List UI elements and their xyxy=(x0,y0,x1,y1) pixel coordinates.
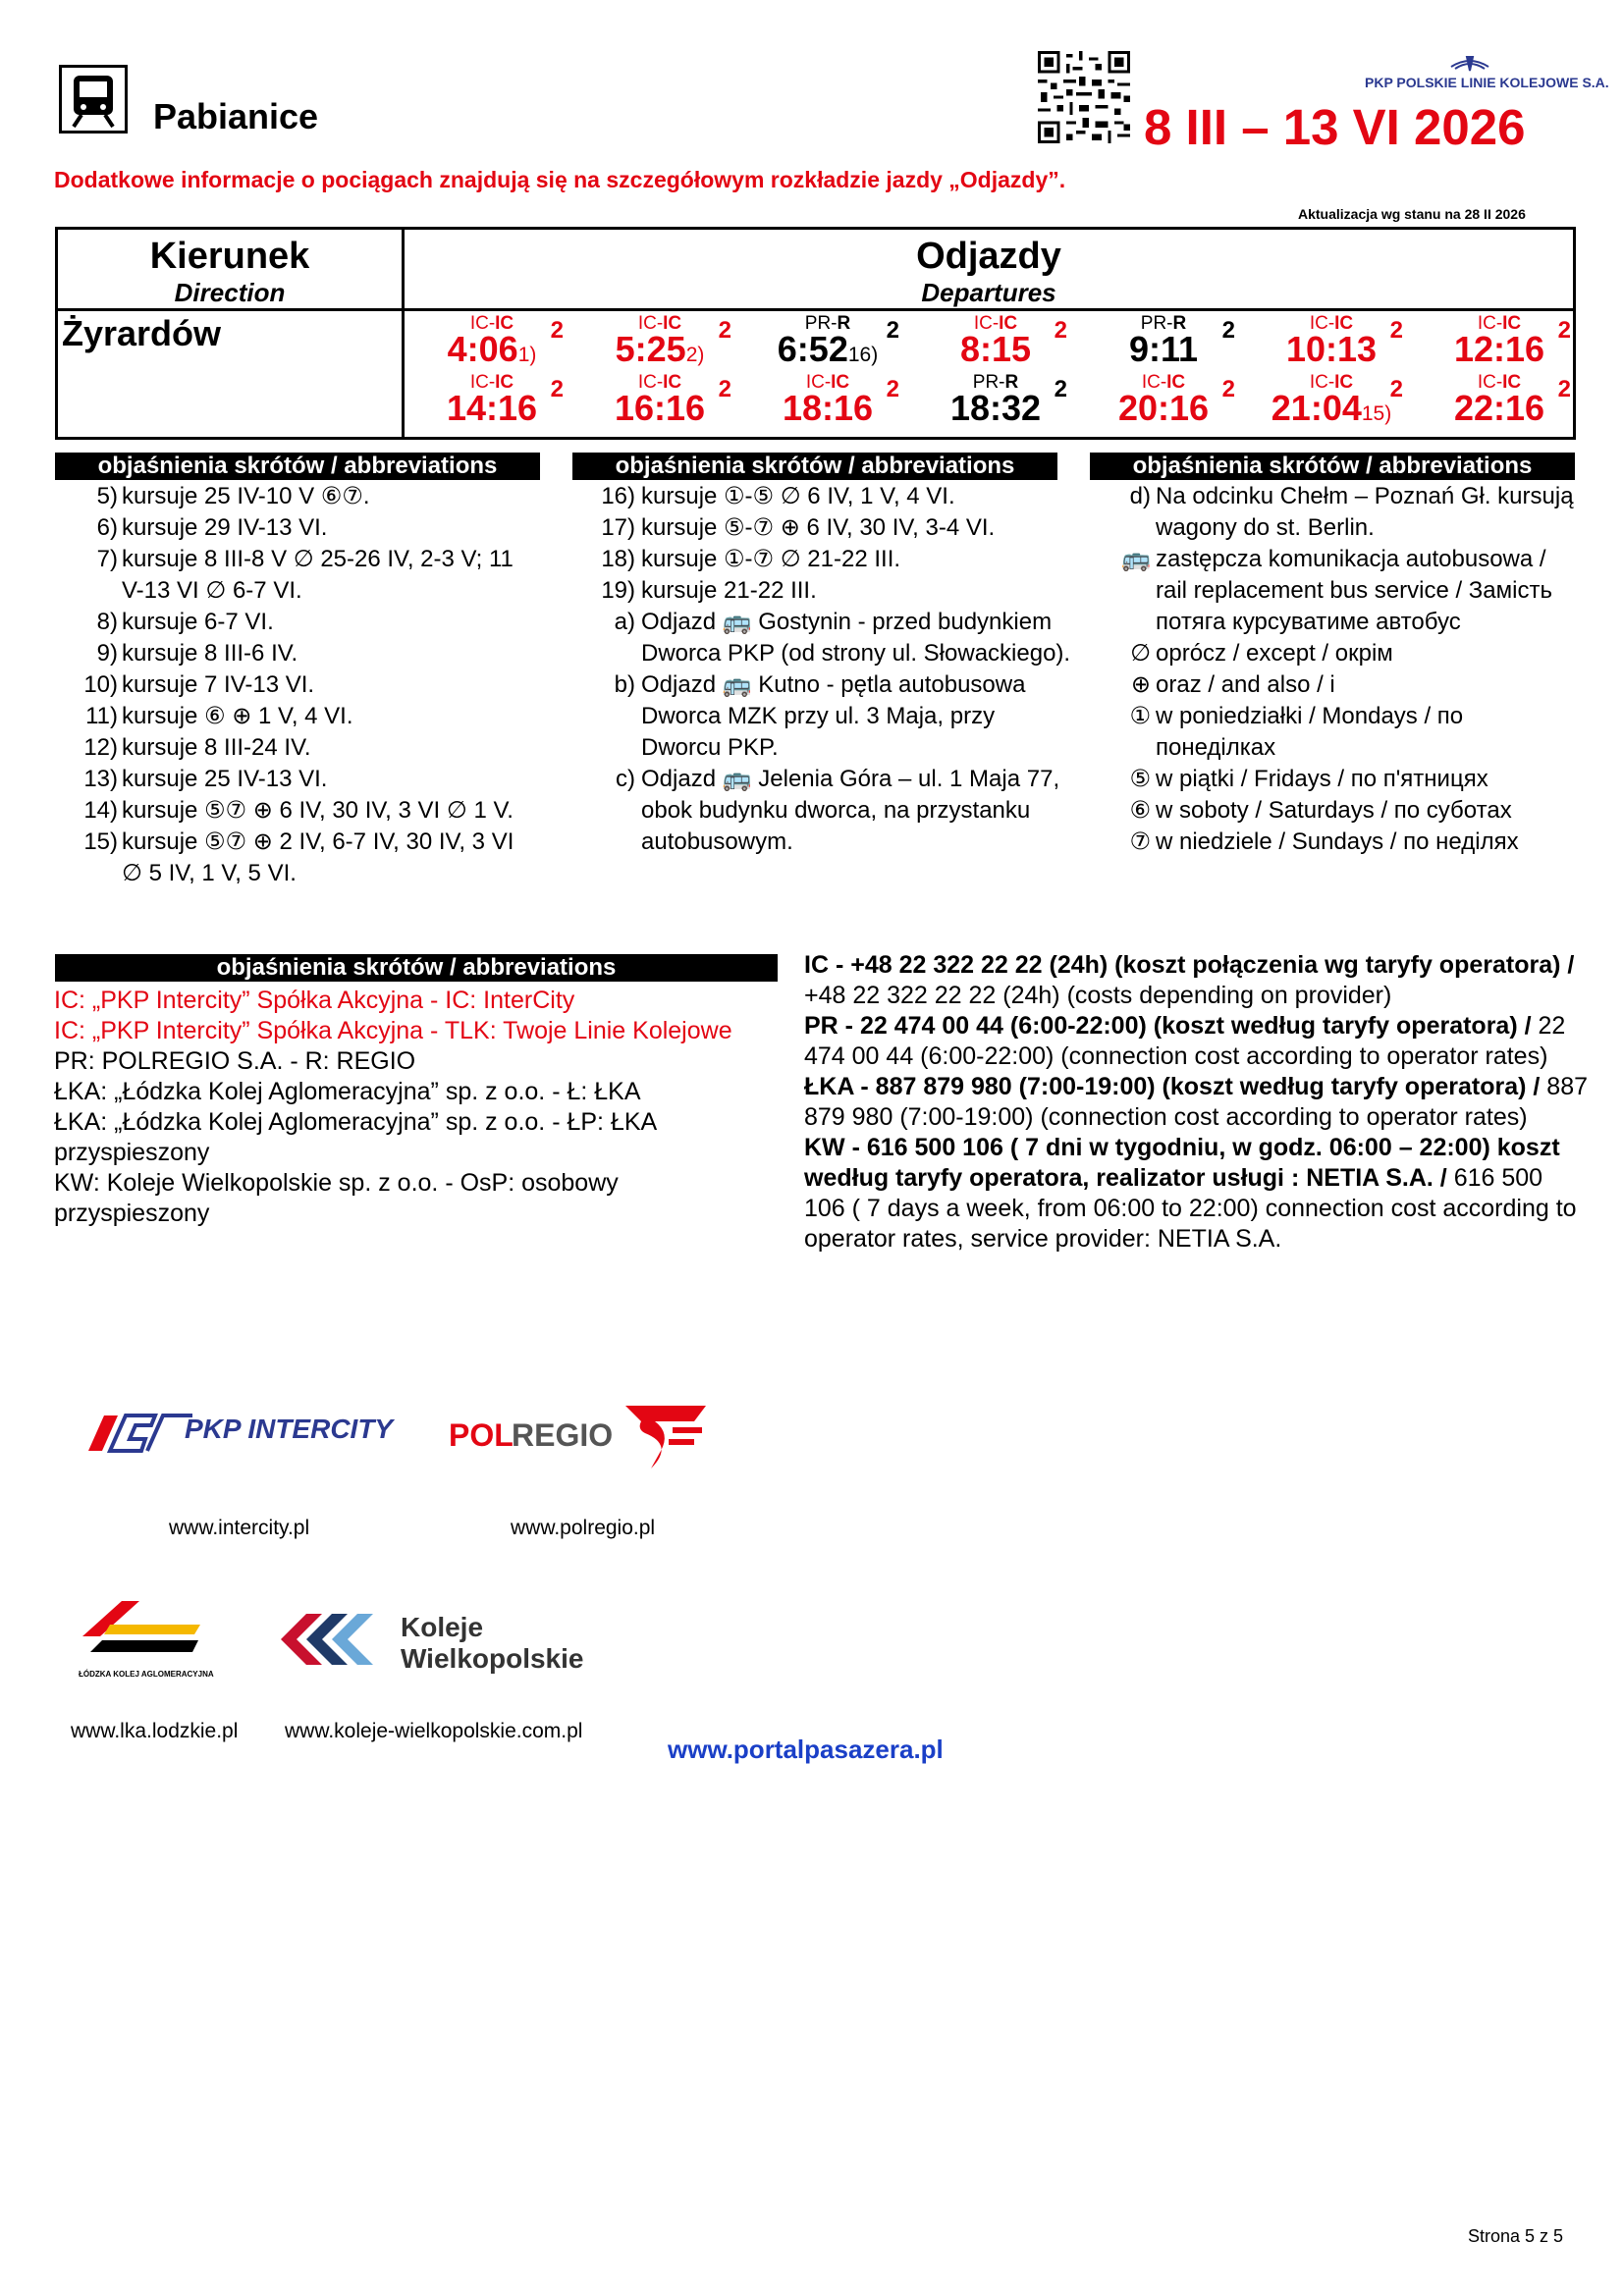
contact-secondary: 616 500 106 ( 7 days a week, from 06:00 to 22:00) connection cost according to operator rates, service provider: NETIA S.A. xyxy=(804,1164,1577,1253)
operator-category: IC xyxy=(1334,372,1354,393)
note-item xyxy=(55,544,540,607)
kw-logo xyxy=(279,1610,613,1679)
polregio-logo xyxy=(447,1394,722,1472)
operator-item: PR: POLREGIO S.A. - R: REGIO xyxy=(54,1047,416,1075)
note-key: 16) xyxy=(601,483,635,509)
time-value: 12:16 xyxy=(1453,329,1545,369)
abbr-header-3: objaśnienia skrótów / abbreviations xyxy=(1090,453,1575,480)
note-key: 13) xyxy=(83,766,118,792)
note-text: kursuje 8 III-6 IV. xyxy=(122,640,298,667)
abbr-header-1: objaśnienia skrótów / abbreviations xyxy=(55,453,540,480)
operator-prefix: IC- xyxy=(1477,313,1503,334)
time-value: 14:16 xyxy=(446,388,538,428)
note-item xyxy=(572,512,1073,544)
time-value: 22:16 xyxy=(1453,388,1545,428)
note-item xyxy=(55,701,540,732)
validity-period: 8 III – 13 VI 2026 xyxy=(1144,99,1526,155)
note-text: kursuje ⑤⑦ ⊕ 6 IV, 30 IV, 3 VI ∅ 1 V. xyxy=(122,797,514,824)
lka-logo-caption: ŁÓDZKA KOLEJ AGLOMERACYJNA xyxy=(79,1670,214,1679)
note-text: kursuje 25 IV-10 V ⑥⑦. xyxy=(122,483,370,509)
note-text: kursuje ⑥ ⊕ 1 V, 4 VI. xyxy=(122,703,353,729)
note-key: ⑤ xyxy=(1129,766,1151,792)
note-key: 🚌 xyxy=(1121,546,1151,572)
note-text: oprócz / except / окрім xyxy=(1156,640,1393,667)
operator-category: R xyxy=(1172,313,1187,334)
destination: Żyrardów xyxy=(57,310,404,439)
time-value: 18:32 xyxy=(949,388,1042,428)
contact-secondary: 22 474 00 44 (6:00-22:00) (connection cost according to operator rates) xyxy=(804,1012,1566,1070)
polregio-url[interactable]: www.polregio.pl xyxy=(511,1517,656,1539)
time-value: 8:15 xyxy=(959,329,1032,369)
note-key: 6) xyxy=(96,514,118,541)
notes-column-2 xyxy=(572,481,1073,858)
note-item xyxy=(1090,827,1581,858)
note-text: zastępcza komunikacja autobusowa / rail replacement bus service / Замість потяга курсуватиме автобус xyxy=(1156,546,1552,635)
departures-table xyxy=(55,227,1576,440)
note-text: kursuje ①-⑦ ∅ 21-22 III. xyxy=(641,546,901,572)
note-key: 10) xyxy=(83,671,118,698)
operator-prefix: IC- xyxy=(469,372,496,393)
time-value: 20:16 xyxy=(1117,388,1210,428)
note-item xyxy=(572,764,1073,858)
operator-category: IC xyxy=(1502,372,1522,393)
note-text: Na odcinku Chełm – Poznań Gł. kursują wagony do st. Berlin. xyxy=(1156,483,1574,541)
time-value: 10:13 xyxy=(1285,329,1378,369)
operator-category: R xyxy=(1004,372,1019,393)
contact-primary: ŁKA - 887 879 980 (7:00-19:00) (koszt według taryfy operatora) / xyxy=(804,1073,1541,1100)
operator-item: KW: Koleje Wielkopolskie sp. z o.o. - OsP: osobowy przyspieszony xyxy=(54,1169,619,1227)
note-key: 18) xyxy=(601,546,635,572)
operator-prefix: IC- xyxy=(973,313,1000,334)
operator-list xyxy=(54,986,781,1229)
note-key: ⑦ xyxy=(1129,828,1151,855)
train-icon xyxy=(59,65,128,133)
direction-subtitle: Direction xyxy=(174,278,286,307)
note-key: b) xyxy=(614,671,635,698)
operator-item: ŁKA: „Łódzka Kolej Aglomeracyjna” sp. z o.o. - ŁP: ŁKA przyspieszony xyxy=(54,1108,656,1166)
operator-prefix: IC- xyxy=(469,313,496,334)
lka-logo xyxy=(73,1595,230,1683)
note-text: w poniedziałki / Mondays / по понеділках xyxy=(1156,703,1464,761)
note-text: kursuje 7 IV-13 VI. xyxy=(122,671,315,698)
note-text: Odjazd 🚌 Gostynin - przed budynkiem Dworca PKP (od strony ul. Słowackiego). xyxy=(641,609,1071,667)
footnote-ref: 15) xyxy=(1361,402,1392,425)
operator-prefix: PR- xyxy=(972,372,1005,393)
note-item xyxy=(55,732,540,764)
operator-prefix: IC- xyxy=(1309,313,1335,334)
note-item xyxy=(55,764,540,795)
operator-category: IC xyxy=(663,372,682,393)
note-key: 15) xyxy=(83,828,118,855)
kw-url[interactable]: www.koleje-wielkopolskie.com.pl xyxy=(285,1720,583,1742)
contact-secondary: +48 22 322 22 22 (24h) (costs depending on provider) xyxy=(804,982,1392,1009)
intercity-url[interactable]: www.intercity.pl xyxy=(169,1517,310,1539)
note-text: oraz / and also / і xyxy=(1156,671,1335,698)
operator-prefix: IC- xyxy=(637,313,664,334)
note-text: kursuje ⑤-⑦ ⊕ 6 IV, 30 IV, 3-4 VI. xyxy=(641,514,996,541)
class-number: 2 xyxy=(886,317,899,344)
operator-category: IC xyxy=(1334,313,1354,334)
class-number: 2 xyxy=(1221,317,1235,344)
note-item xyxy=(55,638,540,669)
carrier-name: PKP POLSKIE LINIE KOLEJOWE S.A. xyxy=(1365,75,1609,90)
note-text: Odjazd 🚌 Kutno - pętla autobusowa Dworca MZK przy ul. 3 Maja, przy Dworcu PKP. xyxy=(641,671,1026,761)
note-text: kursuje 29 IV-13 VI. xyxy=(122,514,328,541)
note-key: ⊕ xyxy=(1130,671,1151,698)
note-item xyxy=(572,481,1073,512)
note-text: kursuje 25 IV-13 VI. xyxy=(122,766,328,792)
note-key: ⑥ xyxy=(1129,797,1151,824)
operator-category: IC xyxy=(831,372,850,393)
footnote-ref: 2) xyxy=(685,344,705,366)
direction-header xyxy=(57,229,404,310)
note-item xyxy=(55,795,540,827)
contact-primary: IC - +48 22 322 22 22 (24h) (koszt połączenia wg taryfy operatora) / xyxy=(804,951,1575,979)
note-text: kursuje ①-⑤ ∅ 6 IV, 1 V, 4 VI. xyxy=(641,483,955,509)
note-key: ① xyxy=(1129,703,1151,729)
note-key: 17) xyxy=(601,514,635,541)
lka-url[interactable]: www.lka.lodzkie.pl xyxy=(71,1720,239,1742)
note-item xyxy=(1090,638,1581,669)
operator-item: IC: „PKP Intercity” Spółka Akcyjna - IC: InterCity xyxy=(54,987,575,1014)
direction-title: Kierunek xyxy=(149,236,310,277)
time-value: 21:04 xyxy=(1271,388,1362,428)
note-item xyxy=(572,575,1073,607)
note-key: 14) xyxy=(83,797,118,824)
class-number: 2 xyxy=(550,317,564,344)
abbr-header-operators: objaśnienia skrótów / abbreviations xyxy=(55,954,778,982)
note-item xyxy=(55,481,540,512)
operator-prefix: IC- xyxy=(637,372,664,393)
time-value: 6:52 xyxy=(777,329,848,369)
operator-category: IC xyxy=(999,313,1018,334)
class-number: 2 xyxy=(886,376,899,402)
operator-category: IC xyxy=(495,372,514,393)
operator-prefix: IC- xyxy=(1141,372,1167,393)
operator-prefix: IC- xyxy=(1309,372,1335,393)
departures-header xyxy=(404,229,1575,310)
class-number: 2 xyxy=(1557,317,1571,344)
note-item xyxy=(1090,701,1581,764)
note-key: ∅ xyxy=(1130,640,1151,667)
polregio-logo-regio: REGIO xyxy=(512,1417,614,1453)
note-key: a) xyxy=(614,609,635,635)
contact-item xyxy=(804,1011,1590,1072)
note-text: kursuje 8 III-24 IV. xyxy=(122,734,311,761)
contact-secondary: 887 879 980 (7:00-19:00) (connection cost according to operator rates) xyxy=(804,1073,1589,1131)
note-text: w niedziele / Sundays / по неділях xyxy=(1156,828,1519,855)
note-key: 11) xyxy=(85,703,118,729)
polregio-logo-pol: POL xyxy=(449,1417,514,1453)
contact-primary: KW - 616 500 106 ( 7 dni w tygodniu, w godz. 06:00 – 22:00) koszt według taryfy operatora, realizator usługi : NETIA S.A. / xyxy=(804,1134,1560,1192)
class-number: 2 xyxy=(1221,376,1235,402)
departures-title: Odjazdy xyxy=(916,236,1061,277)
kw-logo-line1: Koleje xyxy=(401,1612,484,1642)
portal-url[interactable]: www.portalpasazera.pl xyxy=(668,1735,944,1764)
note-text: kursuje 8 III-8 V ∅ 25-26 IV, 2-3 V; 11 V-13 VI ∅ 6-7 VI. xyxy=(122,546,514,604)
note-text: kursuje 6-7 VI. xyxy=(122,609,274,635)
class-number: 2 xyxy=(718,317,731,344)
intercity-logo-text: PKP INTERCITY xyxy=(185,1414,394,1444)
contact-item xyxy=(804,1072,1590,1133)
note-item xyxy=(1090,544,1581,638)
note-item xyxy=(572,607,1073,669)
operator-prefix: PR- xyxy=(804,313,838,334)
note-key: 12) xyxy=(83,734,118,761)
intercity-logo xyxy=(79,1404,412,1463)
note-text: Odjazd 🚌 Jelenia Góra – ul. 1 Maja 77, obok budynku dworca, na przystanku autobusowym. xyxy=(641,766,1060,855)
note-item xyxy=(1090,481,1581,544)
update-date: Aktualizacja wg stanu na 28 II 2026 xyxy=(1298,206,1526,222)
class-number: 2 xyxy=(550,376,564,402)
operator-category: IC xyxy=(1166,372,1186,393)
operator-category: IC xyxy=(663,313,682,334)
note-item xyxy=(1090,669,1581,701)
note-item xyxy=(1090,795,1581,827)
operator-prefix: PR- xyxy=(1140,313,1173,334)
note-item xyxy=(572,669,1073,764)
note-item xyxy=(55,512,540,544)
class-number: 2 xyxy=(1557,376,1571,402)
operator-prefix: IC- xyxy=(1477,372,1503,393)
footnote-ref: 1) xyxy=(517,344,537,366)
info-line: Dodatkowe informacje o pociągach znajdują się na szczegółowym rozkładzie jazdy „Odjazdy”. xyxy=(54,167,1066,192)
departures-subtitle: Departures xyxy=(921,278,1056,307)
contact-item xyxy=(804,1133,1590,1255)
contact-list xyxy=(804,950,1590,1255)
contact-item xyxy=(804,950,1590,1011)
kw-logo-line2: Wielkopolskie xyxy=(401,1643,584,1674)
class-number: 2 xyxy=(1389,376,1403,402)
note-item xyxy=(1090,764,1581,795)
time-value: 4:06 xyxy=(447,329,518,369)
note-text: kursuje ⑤⑦ ⊕ 2 IV, 6-7 IV, 30 IV, 3 VI ∅ 5 IV, 1 V, 5 VI. xyxy=(122,828,514,886)
operator-prefix: IC- xyxy=(805,372,832,393)
class-number: 2 xyxy=(1054,376,1067,402)
note-key: 8) xyxy=(96,609,118,635)
time-value: 9:11 xyxy=(1128,329,1199,369)
class-number: 2 xyxy=(1054,317,1067,344)
time-value: 18:16 xyxy=(782,388,874,428)
operator-category: IC xyxy=(1502,313,1522,334)
note-key: d) xyxy=(1129,483,1151,509)
notes-column-1 xyxy=(55,481,540,889)
note-key: 7) xyxy=(96,546,118,572)
operator-item: IC: „PKP Intercity” Spółka Akcyjna - TLK: Twoje Linie Kolejowe xyxy=(54,1017,732,1044)
station-name: Pabianice xyxy=(153,96,319,136)
time-value: 5:25 xyxy=(615,329,686,369)
class-number: 2 xyxy=(718,376,731,402)
note-item xyxy=(55,607,540,638)
operator-category: R xyxy=(837,313,851,334)
footnote-ref: 16) xyxy=(847,344,879,366)
operator-item: ŁKA: „Łódzka Kolej Aglomeracyjna” sp. z o.o. - Ł: ŁKA xyxy=(54,1078,641,1105)
qr-code[interactable] xyxy=(1038,51,1130,143)
contact-primary: PR - 22 474 00 44 (6:00-22:00) (koszt według taryfy operatora) / xyxy=(804,1012,1532,1040)
abbr-header-2: objaśnienia skrótów / abbreviations xyxy=(572,453,1057,480)
note-text: kursuje 21-22 III. xyxy=(641,577,817,604)
page-number: Strona 5 z 5 xyxy=(1468,2226,1564,2246)
note-item xyxy=(55,827,540,889)
note-key: 19) xyxy=(601,577,635,604)
operator-category: IC xyxy=(495,313,514,334)
class-number: 2 xyxy=(1389,317,1403,344)
note-item xyxy=(55,669,540,701)
notes-column-3 xyxy=(1090,481,1581,858)
note-key: 9) xyxy=(96,640,118,667)
departure-times xyxy=(404,310,1575,439)
note-item xyxy=(572,544,1073,575)
note-text: w soboty / Saturdays / по суботах xyxy=(1156,797,1512,824)
note-key: c) xyxy=(616,766,635,792)
time-value: 16:16 xyxy=(614,388,706,428)
note-text: w piątki / Fridays / по п'ятницях xyxy=(1156,766,1488,792)
note-key: 5) xyxy=(96,483,118,509)
